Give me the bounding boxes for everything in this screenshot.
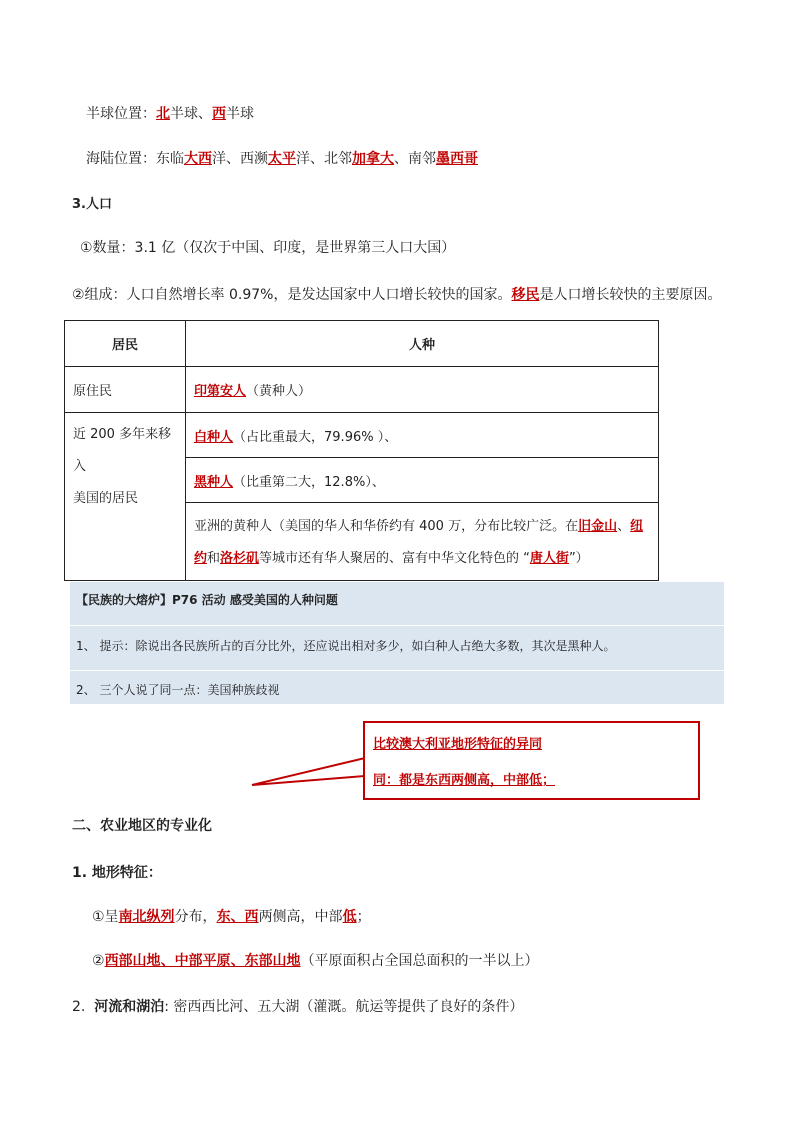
asian-sep: 、 <box>617 518 631 534</box>
keyword-western-mountains: 西部山地 <box>104 953 161 969</box>
keyword-atlantic: 大西 <box>184 151 212 167</box>
keyword-low: 低 <box>342 909 357 925</box>
keyword-san-francisco: 旧金山 <box>578 518 618 534</box>
callout-line-1: 比较澳大利亚地形特征的异同 <box>373 737 543 752</box>
population-count: ①数量：3.1 亿（仅次于中国、印度，是世界第三人口大国） <box>80 240 456 256</box>
keyword-new-york-b: 约 <box>194 550 208 566</box>
keyword-canada: 加拿大 <box>352 151 394 167</box>
asian-end: ”） <box>568 550 589 566</box>
header-race: 人种 <box>186 321 659 367</box>
section-population-title: 3.人口 <box>72 197 112 212</box>
header-resident: 居民 <box>65 321 186 367</box>
rivers-line <box>72 996 523 1016</box>
keyword-indian: 印第安人 <box>194 384 247 399</box>
population-comp-text: ②组成：人口自然增长率 0.97%，是发达国家中人口增长较快的国家。 <box>72 287 512 303</box>
population-comp-tail: 是人口增长较快的主要原因。 <box>539 287 722 303</box>
rivers-number: 2. <box>72 999 86 1015</box>
sea-land-text-1: 洋、西濒 <box>212 151 268 167</box>
hemisphere-text: 半球、 <box>170 106 212 122</box>
keyword-black: 黑种人 <box>194 474 234 490</box>
asian-text-2: 等城市还有华人聚居的、富有中华文化特色的 “ <box>259 550 530 566</box>
keyword-west: 西 <box>212 106 226 122</box>
callout-box <box>363 721 700 800</box>
rivers-title: 河流和湖泊 <box>94 999 165 1015</box>
keyword-central-plains: 中部平原 <box>174 953 231 969</box>
keyword-north-south: 南北纵列 <box>118 909 175 925</box>
terrain-1-pre: ①呈 <box>92 909 119 925</box>
hemisphere-tail: 半球 <box>226 106 254 122</box>
terrain-2-sep-2: 、 <box>230 953 245 969</box>
keyword-mexico: 墨西哥 <box>436 151 478 167</box>
terrain-2-pre: ② <box>92 953 105 969</box>
immigrant-label-2: 美国的居民 <box>73 491 139 506</box>
keyword-pacific: 太平 <box>268 151 296 167</box>
sea-land-text-3: 、南邻 <box>394 151 436 167</box>
asian-text-1: 亚洲的黄种人（美国的华人和华侨约有 400 万，分布比较广泛。在 <box>194 518 579 534</box>
black-note: （比重第二大，12.8%）、 <box>233 474 385 490</box>
keyword-north: 北 <box>156 106 170 122</box>
keyword-eastern-mountains: 东部山地 <box>244 953 301 969</box>
terrain-2-post: （平原面积占全国总面积的一半以上） <box>300 953 539 969</box>
activity-title: 【民族的大熔炉】P76 活动 感受美国的人种问题 <box>76 593 338 607</box>
keyword-chinatown: 唐人街 <box>529 550 569 566</box>
white-note: （占比重最大，79.96% ）、 <box>233 429 398 445</box>
callout-line-2: 同：都是东西两侧高，中部低； <box>373 773 556 788</box>
native-note: （黄种人） <box>246 384 312 399</box>
immigrant-label-1: 近 200 多年来移入 <box>73 427 172 474</box>
keyword-los-angeles: 洛杉矶 <box>220 550 260 566</box>
keyword-immigration: 移民 <box>511 287 540 303</box>
terrain-1-text-2: 两侧高，中部 <box>258 909 343 925</box>
activity-item-1: 1、 提示：除说出各民族所占的百分比外，还应说出相对多少，如白种人占绝大多数，其次是黑种人。 <box>76 639 616 653</box>
terrain-1-text-3: ； <box>356 909 371 925</box>
terrain-title: 1. 地形特征： <box>72 865 162 881</box>
terrain-line-1 <box>92 906 371 926</box>
terrain-line-2 <box>92 950 539 970</box>
sea-land-label: 海陆位置：东临 <box>86 151 184 167</box>
asian-and: 和 <box>207 550 221 566</box>
keyword-east-west: 东、西 <box>216 909 259 925</box>
keyword-new-york-a: 纽 <box>630 518 644 534</box>
hemisphere-label: 半球位置： <box>86 106 156 122</box>
activity-item-2: 2、 三个人说了同一点：美国种族歧视 <box>76 683 280 697</box>
cell-native-label: 原住民 <box>65 367 186 413</box>
keyword-white: 白种人 <box>194 429 234 445</box>
terrain-1-text-1: 分布， <box>174 909 217 925</box>
section-agriculture-title: 二、农业地区的专业化 <box>72 818 212 834</box>
rivers-text: : 密西西比河、五大湖（灌溉。航运等提供了良好的条件） <box>164 999 524 1015</box>
terrain-2-sep-1: 、 <box>160 953 175 969</box>
sea-land-text-2: 洋、北邻 <box>296 151 352 167</box>
